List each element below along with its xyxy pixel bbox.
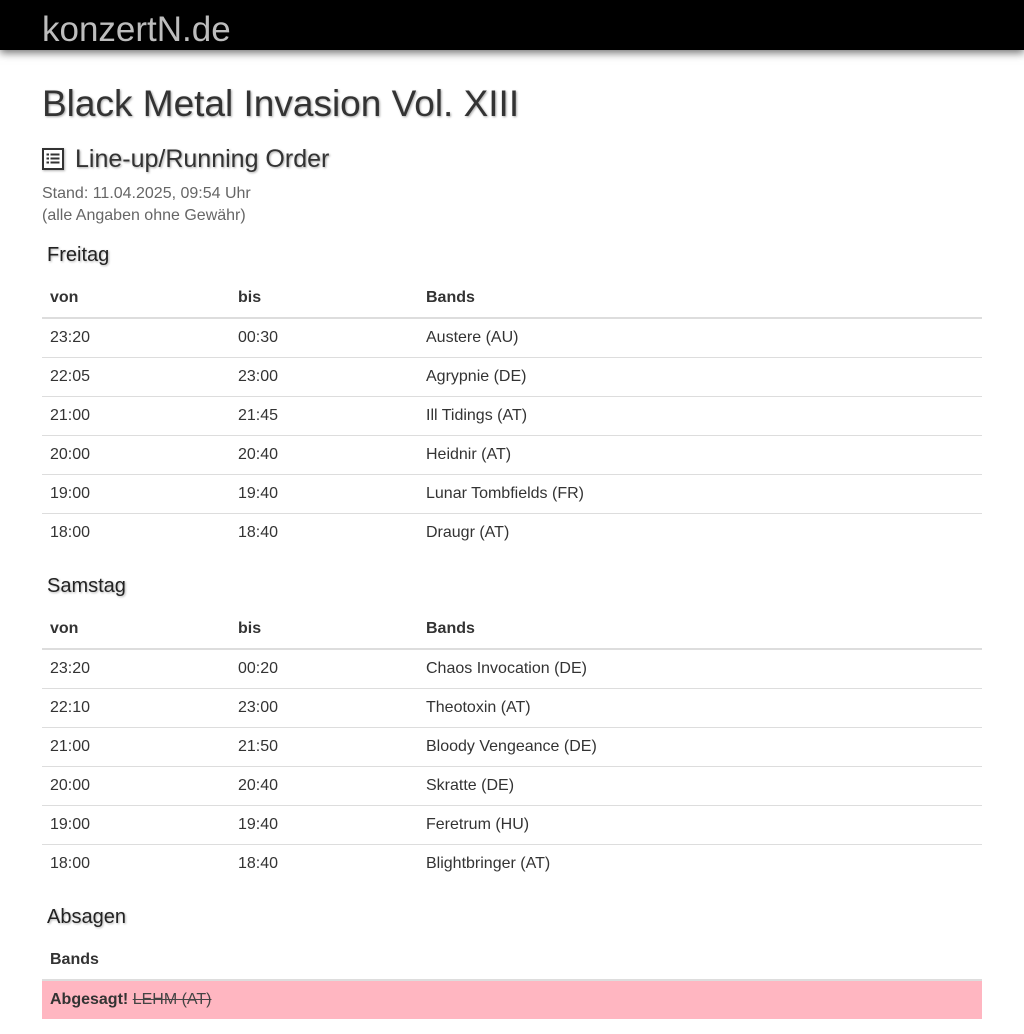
time-from: 19:00 (42, 475, 230, 514)
band-name: Bloody Vengeance (DE) (418, 728, 982, 767)
cancellations-table (42, 941, 982, 1019)
day-title: Freitag (47, 244, 110, 266)
time-from: 21:00 (42, 397, 230, 436)
band-name: Chaos Invocation (DE) (426, 660, 587, 677)
schedule-table (42, 610, 982, 883)
column-header-von: von (42, 610, 230, 649)
band-name: Agrypnie (DE) (418, 358, 982, 397)
band-name: Ill Tidings (AT) (418, 397, 982, 436)
table-row (42, 689, 982, 728)
time-to: 20:40 (230, 436, 418, 475)
stand-timestamp: Stand: 11.04.2025, 09:54 Uhr (42, 185, 251, 202)
schedule-table (42, 279, 982, 552)
table-header-row (42, 941, 982, 980)
band-name: Lunar Tombfields (FR) (418, 475, 982, 514)
table-row (42, 318, 982, 358)
time-from: 22:10 (42, 689, 230, 728)
time-from: 20:00 (42, 767, 230, 806)
top-navbar (0, 0, 1024, 50)
time-from: 19:00 (42, 806, 230, 845)
time-from: 18:00 (42, 845, 230, 884)
time-to: 19:40 (230, 806, 418, 845)
time-from: 21:00 (42, 728, 230, 767)
time-from: 20:00 (42, 436, 230, 475)
time-to: 00:20 (238, 660, 279, 677)
table-row (42, 358, 982, 397)
site-brand-link[interactable]: konzertN.de (42, 10, 231, 49)
table-row (42, 514, 982, 553)
day-block-samstag (42, 572, 982, 883)
table-row (42, 806, 982, 845)
time-to: 21:45 (230, 397, 418, 436)
table-row (42, 475, 982, 514)
cancelled-band-name: LEHM (AT) (132, 991, 212, 1008)
band-name: Draugr (AT) (418, 514, 982, 553)
list-icon (42, 148, 64, 170)
column-header-bands: Bands (418, 610, 982, 649)
time-to: 23:00 (230, 358, 418, 397)
table-header-row (42, 279, 982, 318)
band-name: Theotoxin (AT) (418, 689, 982, 728)
band-name: Blightbringer (AT) (418, 845, 982, 884)
day-block-freitag (42, 241, 982, 552)
page-title: Black Metal Invasion Vol. XIII (42, 83, 520, 124)
time-to: 18:40 (230, 845, 418, 884)
time-from: 18:00 (42, 514, 230, 553)
time-to: 21:50 (230, 728, 418, 767)
time-from: 23:20 (50, 660, 91, 677)
column-header-von: von (42, 279, 230, 318)
table-row (42, 397, 982, 436)
day-title: Samstag (47, 575, 126, 597)
time-to: 19:40 (230, 475, 418, 514)
time-to: 20:40 (230, 767, 418, 806)
band-name: Heidnir (AT) (418, 436, 982, 475)
table-header-row (42, 610, 982, 649)
time-to: 18:40 (230, 514, 418, 553)
table-row (42, 767, 982, 806)
band-name: Skratte (DE) (418, 767, 982, 806)
column-header-bis: bis (230, 279, 418, 318)
disclaimer: (alle Angaben ohne Gewähr) (42, 207, 246, 224)
cancelled-badge: Abgesagt! (50, 991, 129, 1008)
band-name: Feretrum (HU) (418, 806, 982, 845)
time-from: 23:20 (50, 329, 91, 346)
cancelled-row (42, 980, 982, 1019)
lineup-section-header (42, 143, 329, 175)
table-row (42, 728, 982, 767)
cancellations-title: Absagen (47, 906, 126, 928)
table-row (42, 649, 982, 689)
cancelled-cell (42, 980, 982, 1019)
column-header-bis: bis (230, 610, 418, 649)
band-name: Austere (AU) (426, 329, 519, 346)
time-to: 00:30 (238, 329, 279, 346)
table-row (42, 845, 982, 884)
column-header-bands: Bands (42, 941, 982, 980)
table-row (42, 436, 982, 475)
time-from: 22:05 (42, 358, 230, 397)
time-to: 23:00 (230, 689, 418, 728)
cancellations-block (42, 903, 982, 1019)
column-header-bands: Bands (418, 279, 982, 318)
section-title: Line-up/Running Order (75, 145, 330, 173)
status-note (42, 183, 251, 227)
